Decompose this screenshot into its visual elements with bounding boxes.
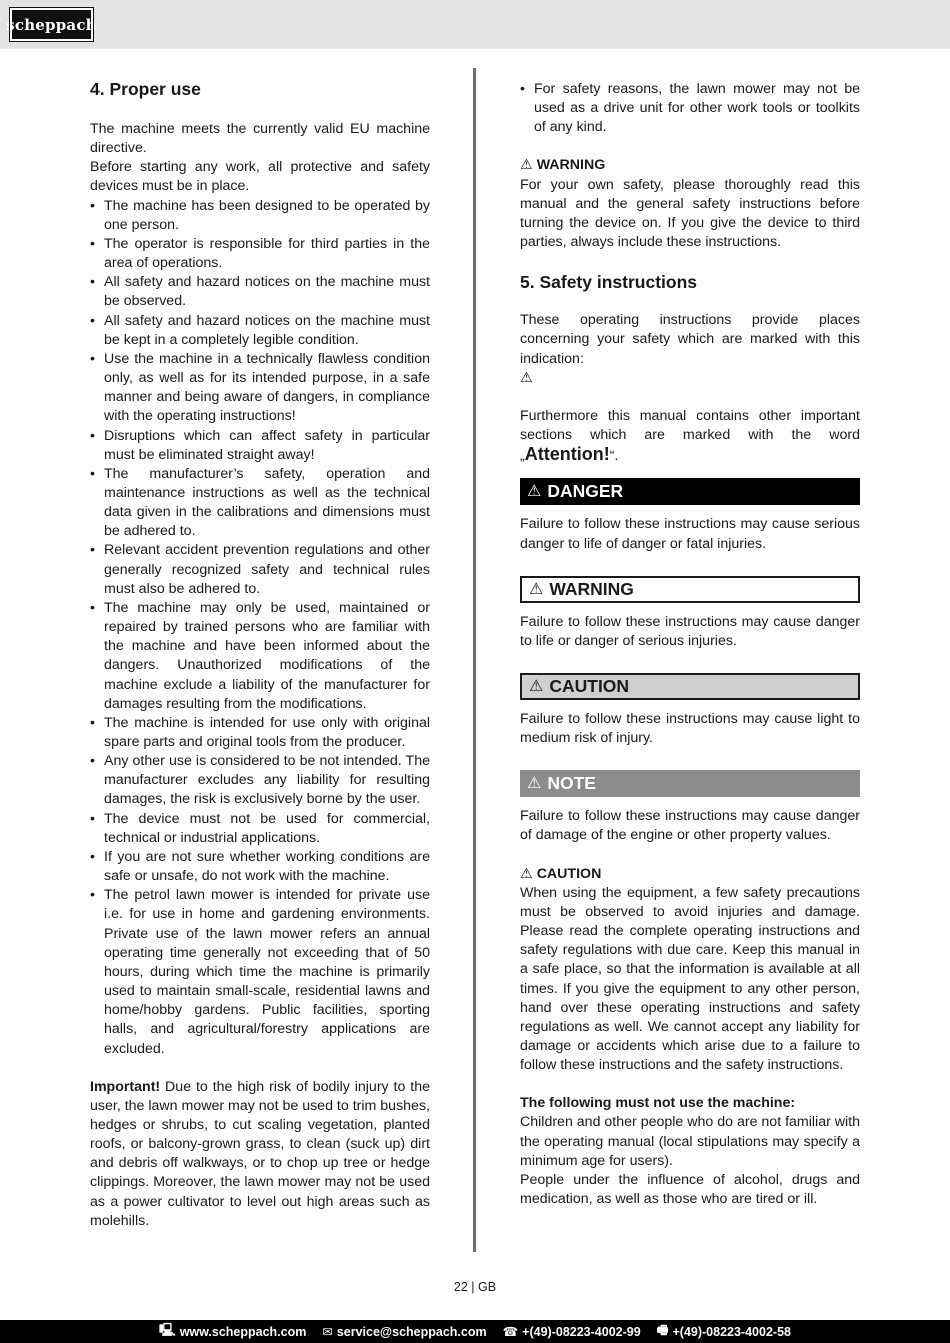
footer-email[interactable]: ✉ service@scheppach.com [322,1324,487,1339]
list-item: • All safety and hazard notices on the machine must be observed. [90,273,430,311]
caution-paragraph: Failure to follow these instructions may cause light to medium risk of injury. [520,710,860,747]
warning-box-paragraph: Failure to follow these instructions may cause danger to life or danger of serious injuries. [520,613,860,649]
attention-word: Attention! [524,444,610,465]
page-number: 22 | GB [453,1280,497,1294]
footer-fax: 🖷 +(49)-08223-4002-58 [657,1321,791,1342]
footer-phone: ☎ +(49)-08223-4002-99 [502,1324,641,1339]
warning-triangle-icon: ⚠ [527,483,542,501]
intro-paragraph: Before starting any work, all protective and safety devices must be in place. [90,159,430,195]
left-column [90,78,430,1231]
footer-bar [0,1320,950,1343]
important-paragraph [90,1078,430,1231]
important-text: Due to the high risk of bodily injury to the user, the lawn mower may not be used to trim bushes, hedges or shrubs, to cut scaling vegetation, planted roofs, or balcony-grown grass, to clean (suck up) dirt and debris off walkways, or to chop up tree or hedge clippings. Moreover, the lawn mower may not be used as a power cultivator to level out high areas such as molehills. [90,1078,430,1229]
safety-intro-paragraph: These operating instructions provide places concerning your safety which are marked with this indication: [520,312,860,367]
list-item: • All safety and hazard notices on the machine must be kept in a completely legible condition. [90,312,430,350]
phone-icon: ☎ [502,1325,519,1339]
note-paragraph: Failure to follow these instructions may cause danger of damage of the engine or other property values. [520,808,860,844]
warning-triangle-icon: ⚠ [529,580,544,598]
list-item: • The machine is intended for use only with original spare parts and original tools from the producer. [90,714,430,752]
warning-label-box: ⚠ WARNING [520,576,860,603]
list-item: • If you are not sure whether working conditions are safe or unsafe, do not work with the machine. [90,848,430,886]
footer-website[interactable]: 🖳 www.scheppach.com [159,1321,306,1342]
important-label: Important! [90,1078,161,1095]
section-heading-proper-use: 4. Proper use [90,79,201,99]
list-item: • Use the machine in a technically flawless condition only, as well as for its intended purpose, in a safe manner and being aware of dangers, in compliance with the operating instructions! [90,350,430,427]
fax-icon: 🖷 [656,1323,669,1337]
list-item: • The manufacturer’s safety, operation and maintenance instructions as well as the technical data given in the calibrations and dimensions must be adhered to. [90,465,430,542]
not-use-paragraph: Children and other people who do are not familiar with the operating manual (local stipulations may specify a minimum age for users). [520,1114,860,1169]
warning-triangle-icon: ⚠ [527,775,542,793]
list-item: • The machine may only be used, maintained or repaired by trained persons who are familiar with the machine and have been informed about the dangers. Unauthorized modifications of the machine exclude a liability of the manufacturer for damages resulting from the modifications. [90,599,430,714]
list-item: • Disruptions which can affect safety in particular must be eliminated straight away! [90,427,430,465]
right-column [520,80,860,1209]
warning-triangle-icon: ⚠ [520,157,533,174]
proper-use-list [90,197,430,1059]
section-heading-safety-instructions: 5. Safety instructions [520,272,697,293]
list-item: • The device must not be used for commercial, technical or industrial applications. [90,810,430,848]
list-item: • Any other use is considered to be not intended. The manufacturer excludes any liability for resulting damages, the risk is exclusively borne by the user. [90,752,430,809]
list-item: • The petrol lawn mower is intended for private use i.e. for use in home and gardening environments. Private use of the lawn mower refers an annual operating time generally not exceeding that of 50 hours, during which time the machine is primarily used to maintain small-scale, residential lawns and home/hobby gardens. Public facilities, sporting halls, and agricultural/forestry applications are excluded. [90,886,430,1058]
list-item: • The machine has been designed to be operated by one person. [90,197,430,235]
list-item: • The operator is responsible for third parties in the area of operations. [90,235,430,273]
note-label-box: ⚠ NOTE [520,770,860,797]
not-use-heading: The following must not use the machine: [520,1095,796,1112]
right-list [520,80,860,137]
caution-heading: ⚠ CAUTION [520,865,602,882]
header-bar [0,0,950,49]
scheppach-logo: scheppach [10,8,93,41]
warning-heading: ⚠ WARNING [520,157,606,174]
envelope-icon: ✉ [322,1325,333,1339]
list-item: • For safety reasons, the lawn mower may not be used as a drive unit for other work tools or toolkits of any kind. [520,80,860,137]
danger-paragraph: Failure to follow these instructions may cause serious danger to life of danger or fatal injuries. [520,516,860,552]
monitor-icon: 🖳 [159,1323,176,1337]
danger-label-box: ⚠ DANGER [520,478,860,505]
intro-paragraph: The machine meets the currently valid EU machine directive. [90,121,430,157]
warning-triangle-icon: ⚠ [520,369,533,386]
list-item: • Relevant accident prevention regulations and other generally recognized safety and technical rules must also be adhered to. [90,541,430,598]
warning-triangle-icon: ⚠ [529,677,544,695]
not-use-paragraph: People under the influence of alcohol, drugs and medication, as well as those who are tired or ill. [520,1171,860,1208]
column-divider [473,68,476,1252]
caution-paragraph: When using the equipment, a few safety precautions must be observed to avoid injuries and damage. Please read the complete operating instructions and safety regulations with due care. Keep this manual in a safe place, so that the information is available at all times. If you give the equipment to any other person, hand over these operating instructions and safety regulations as well. We cannot accept any liability for damage or accidents which arise due to a failure to follow these instructions and the safety instructions. [520,884,860,1074]
caution-label-box: ⚠ CAUTION [520,673,860,700]
warning-paragraph: For your own safety, please thoroughly read this manual and the general safety instructions before turning the device on. If you give the device to third parties, always include these instructions. [520,176,860,251]
warning-triangle-icon: ⚠ [520,865,533,882]
attention-paragraph: Furthermore this manual contains other important sections which are marked with the word „Attention!“. [520,407,860,465]
